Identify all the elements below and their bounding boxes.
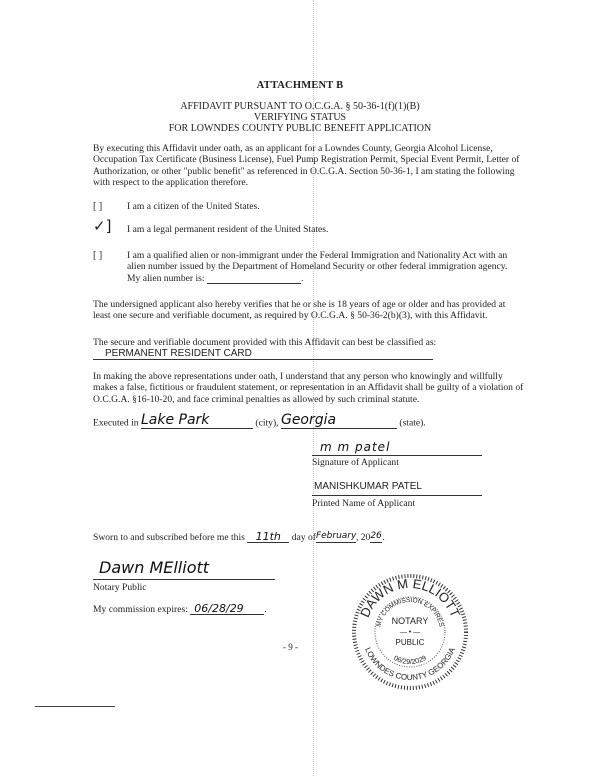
notary-public-label: Notary Public bbox=[93, 582, 147, 593]
sworn-day-field[interactable]: 11th bbox=[247, 531, 289, 543]
notary-seal bbox=[352, 574, 468, 690]
sworn-prefix: Sworn to and subscribed before me this bbox=[93, 532, 245, 543]
page-number: - 9 - bbox=[283, 642, 298, 652]
svg-text:06/29/2029: 06/29/2029 bbox=[392, 654, 428, 667]
applicant-printed-name-label: Printed Name of Applicant bbox=[312, 498, 416, 509]
option-citizen-label: I am a citizen of the United States. bbox=[127, 201, 260, 212]
svg-text:DAWN M ELLIOTT: DAWN M ELLIOTT bbox=[357, 575, 463, 620]
applicant-signature[interactable]: m m patel bbox=[312, 440, 482, 456]
option-qualified-alien[interactable] bbox=[93, 250, 523, 290]
notary-seal-icon bbox=[352, 574, 468, 690]
svg-text:MY COMMISSION EXPIRES: MY COMMISSION EXPIRES bbox=[375, 596, 445, 628]
document-subtitle bbox=[0, 101, 600, 134]
footnote-divider bbox=[35, 706, 115, 707]
sworn-suffix: . bbox=[382, 532, 385, 543]
document-classification-label: The secure and verifiable document provided with this Affidavit can best be classified as: bbox=[93, 337, 437, 348]
subtitle-line-2: VERIFYING STATUS bbox=[253, 112, 347, 123]
commission-line: My commission expires: 06/28/29 . bbox=[93, 602, 267, 615]
subtitle-line-1: AFFIDAVIT PURSUANT TO O.C.G.A. § 50-36-1(f)(1)(B) bbox=[180, 101, 420, 112]
state-field[interactable]: Georgia bbox=[281, 413, 397, 429]
checkbox-qualified-alien[interactable]: [ ] bbox=[93, 250, 103, 261]
subtitle-line-3: FOR LOWNDES COUNTY PUBLIC BENEFIT APPLICATION bbox=[168, 123, 432, 134]
option-citizen[interactable] bbox=[93, 201, 523, 215]
checkmark-icon[interactable]: ✓] bbox=[93, 217, 112, 235]
commission-expiry-field[interactable]: 06/28/29 bbox=[190, 603, 264, 615]
svg-text:PUBLIC: PUBLIC bbox=[395, 638, 425, 647]
state-label: (state). bbox=[399, 417, 426, 429]
notary-signature[interactable]: Dawn MElliott bbox=[93, 558, 275, 580]
option-qualified-alien-label: I am a qualified alien or non-immigrant under the Federal Immigration and Nationality Act with an alien number issued by the Department of Homeland Security or other federal immigration agency. My alien number is: . bbox=[127, 250, 508, 284]
document-title: ATTACHMENT B bbox=[256, 80, 344, 91]
sworn-month-field[interactable]: February bbox=[316, 531, 356, 543]
applicant-printed-name[interactable]: MANISHKUMAR PATEL bbox=[312, 481, 482, 496]
intro-paragraph: By executing this Affidavit under oath, as an applicant for a Lowndes County, Georgia Alcohol License, Occupation Tax Certificate (Business License), Fuel Pump Registration Permit, Special Event Permit, Letter of Authorization, or other "public benefit" as referenced in O.C.G.A. Section 50-36-1, I am stating the following with respect to the application therefore. bbox=[93, 143, 520, 189]
city-field[interactable]: Lake Park bbox=[141, 413, 253, 429]
alien-number-label: My alien number is: bbox=[127, 272, 205, 284]
document-classification-field[interactable]: PERMANENT RESIDENT CARD bbox=[93, 348, 433, 360]
sworn-year-prefix: , 20 bbox=[355, 532, 371, 543]
penalty-statement: In making the above representations under oath, I understand that any person who knowingly and willfully makes a false, fictitious or fraudulent statement, or representation in an Affidavit shall be guilty of a violation of O.C.G.A. §16-10-20, and face criminal penalties as allowed by such criminal statute. bbox=[93, 371, 524, 405]
executed-label: Executed in bbox=[93, 417, 139, 429]
option-permanent-resident-label: I am a legal permanent resident of the United States. bbox=[127, 224, 329, 235]
svg-text:NOTARY: NOTARY bbox=[391, 616, 429, 626]
sworn-year-field[interactable]: 26 bbox=[370, 531, 382, 543]
svg-text:LOWNDES COUNTY GEORGIA: LOWNDES COUNTY GEORGIA bbox=[363, 646, 457, 683]
svg-text:— • —: — • — bbox=[399, 629, 421, 636]
sworn-line bbox=[93, 531, 533, 543]
sworn-day-label: day of bbox=[291, 532, 316, 543]
applicant-signature-label: Signature of Applicant bbox=[312, 457, 399, 468]
age-statement: The undersigned applicant also hereby verifies that he or she is 18 years of age or older and has provided at least one secure and verifiable document, as required by O.C.G.A. § 50-36-2(b)(3), with this Affidavit. bbox=[93, 299, 506, 322]
checkbox-citizen[interactable]: [ ] bbox=[93, 201, 103, 212]
option-qualified-alien-text: I am a qualified alien or non-immigrant under the Federal Immigration and Nationality Act with an alien number issued by the Department of Homeland Security or other federal immigration agency. bbox=[127, 250, 508, 273]
executed-line bbox=[93, 413, 533, 433]
option-permanent-resident[interactable] bbox=[93, 217, 523, 240]
commission-label: My commission expires: bbox=[93, 604, 188, 615]
city-label: (city), bbox=[255, 417, 279, 429]
alien-number-field[interactable] bbox=[207, 273, 301, 284]
